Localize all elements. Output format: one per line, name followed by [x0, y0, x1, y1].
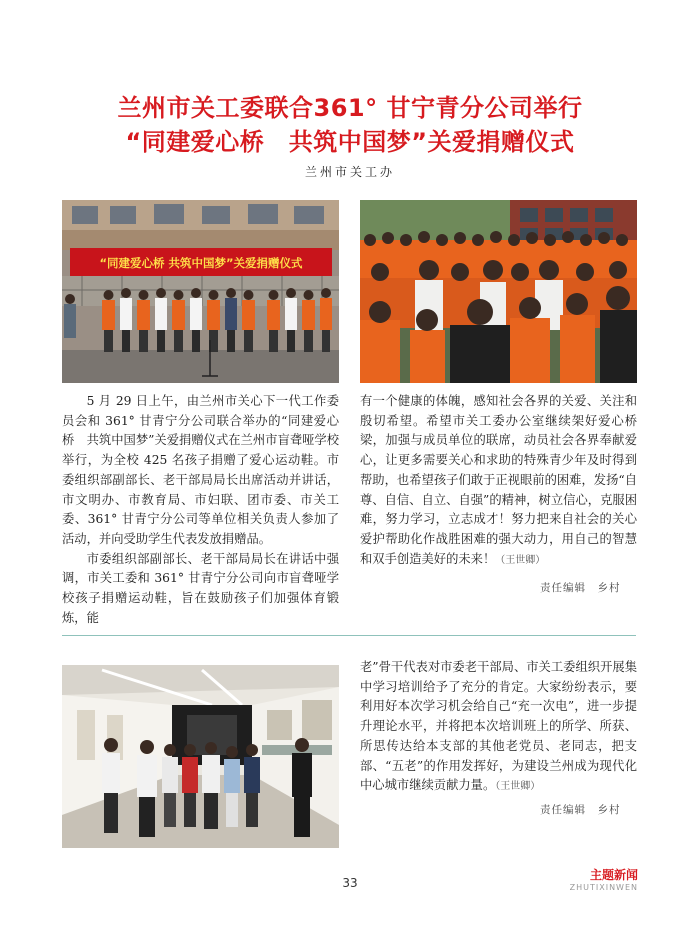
crowd-photo [360, 200, 637, 383]
article1-paragraph2: 市委组织部副部长、老干部局局长在讲话中强调，市关工委和 361° 甘青宁分公司向市盲聋哑学校孩子捐赠运动鞋，旨在鼓励孩子们加强体育锻炼，能 [62, 551, 339, 625]
article1-editor: 责任编辑 乡村 [540, 582, 621, 594]
article1-paragraph1: 5 月 29 日上午，由兰州市关心下一代工作委员会和 361° 甘青宁分公司联合举办的“同建爱心桥 共筑中国梦”关爱捐赠仪式在兰州市盲聋哑学校举行，为全校 425 名孩子捐赠了爱心运动鞋。市委组织部副部长、老干部局局长出席活动并讲话，市文明办、市教育局、市妇联、团市委、市关工委、361° 甘青宁分公司等单位相关负责人参加了活动，并向受助学生代表发放捐赠品。 [62, 394, 339, 546]
section-divider [62, 635, 636, 636]
article-title-line2: “同建爱心桥 共筑中国梦”关爱捐赠仪式 [125, 128, 575, 156]
article-title-line1: 兰州市关工委联合361° 甘宁青分公司举行 [117, 94, 583, 122]
article2-signature: （王世卿） [495, 781, 541, 793]
article2-text: 老”骨干代表对市委老干部局、市关工委组织开展集中学习培训给予了充分的肯定。大家纷纷表示，要利用好本次学习机会给自己“充一次电”，进一步提升理论水平，并将把本次培训班上的所学、所获、所思传达给本支部的其他老党员、老同志，把支部、“五老”的作用发挥好，为建设兰州成为现代化中心城市继续贡献力量。 [360, 660, 637, 793]
ceremony-banner-illustration [62, 200, 339, 383]
article2-editor: 责任编辑 乡村 [540, 804, 621, 816]
article1-signature: （王世卿） [495, 554, 546, 566]
banner-text: “同建爱心桥 共筑中国梦”关爱捐赠仪式 [99, 256, 303, 270]
crowd-illustration [360, 200, 637, 383]
brand-english: ZHUTIXINWEN [569, 883, 638, 892]
section-brand [570, 866, 638, 892]
article2-text-block [360, 658, 637, 797]
article1-column1 [62, 392, 339, 628]
page-number: 33 [342, 876, 358, 890]
article1-column2 [360, 392, 637, 570]
exhibition-visit-photo [62, 665, 339, 848]
article-byline: 兰州市关工办 [304, 165, 395, 179]
article1-column2-text: 有一个健康的体魄，感知社会各界的关爱、关注和殷切希望。希望市关工委办公室继续架好爱心桥梁，加强与成员单位的联席，动员社会各界奉献爱心，让更多需要关心和求助的特殊青少年及时得到帮助，也希望孩子们敢于正视眼前的困难，发扬“自尊、自信、自立、自强”的精神，树立信心，克服困难，努力学习，立志成才！努力把来自社会的关心爱护帮助化作战胜困难的强大动力，用自己的智慧和双手创造美好的未来！ [360, 394, 637, 566]
exhibition-illustration [62, 665, 339, 848]
brand-chinese: 主题新闻 [589, 868, 638, 882]
ceremony-banner-photo [62, 200, 339, 383]
